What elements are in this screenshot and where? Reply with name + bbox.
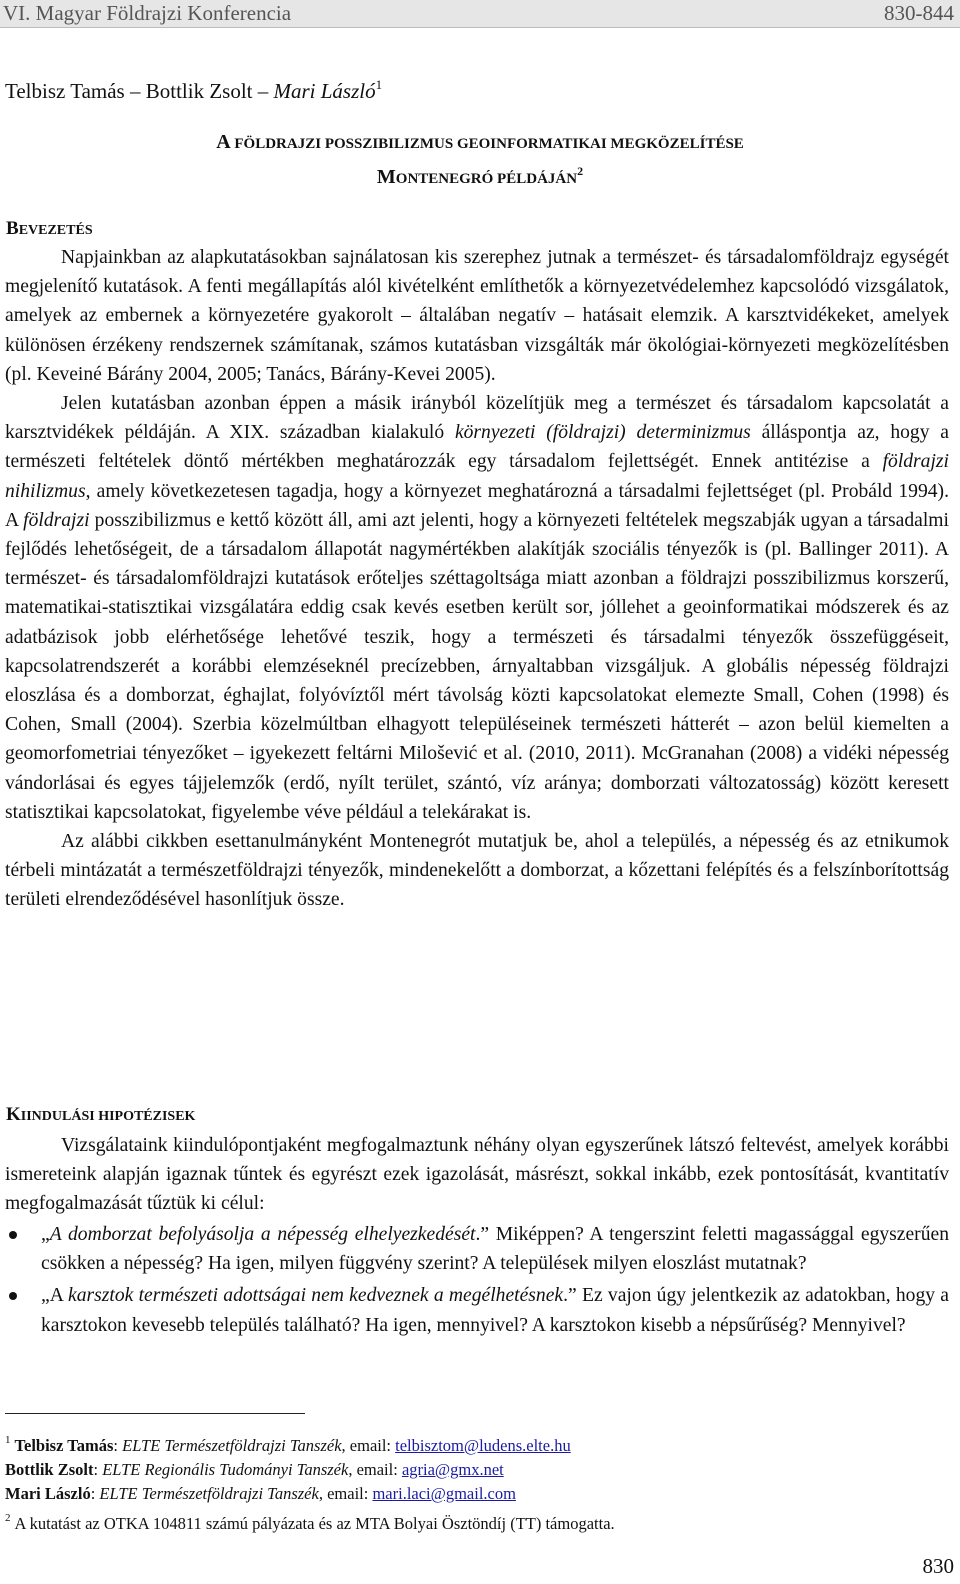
conference-name: VI. Magyar Földrajzi Konferencia xyxy=(3,1,292,25)
page-number: 830 xyxy=(922,1554,954,1578)
email-link[interactable]: telbisztom@ludens.elte.hu xyxy=(395,1436,571,1455)
page-range: 830-844 xyxy=(884,1,954,25)
paragraph: Az alábbi cikkben esettanulmányként Montenegrót mutatjuk be, ahol a település, a népesség és az etnikumok térbeli mintázatát a természetföldrajzi tényezők, mindenekelőtt a domborzat, a kőzettani felépítés és a felszínborítottság területi elrendeződésével hasonlítjuk össze. xyxy=(5,831,949,911)
running-header xyxy=(0,0,960,28)
footnote-1: $^1$ Telbisz Tamás: ELTE Természetföldrajzi Tanszék, email: telbisztom@ludens.elte.hu xyxy=(5,1434,571,1455)
footnote-ref: 1 xyxy=(375,77,383,92)
email-link[interactable]: mari.laci@gmail.com xyxy=(372,1484,516,1503)
author-separator: – xyxy=(252,79,274,103)
author-3: Mari László xyxy=(273,79,376,103)
footnote-ref: 2 xyxy=(577,164,584,178)
bullet-icon xyxy=(9,1292,17,1300)
list-item: „A domborzat befolyásolja a népesség elhelyezkedését.” Miképpen? A tengerszint feletti magassággal egyszerűen csökken a népesség? Ha igen, milyen függvény szerint? A települések milyen eloszlást mutatnak? xyxy=(5,1220,949,1278)
paper-title-line-1: A FÖLDRAJZI POSSZIBILIZMUS GEOINFORMATIKAI MEGKÖZELÍTÉSE xyxy=(216,131,744,153)
footnote-1-cont: Mari László: ELTE Természetföldrajzi Tanszék, email: mari.laci@gmail.com xyxy=(5,1484,516,1503)
author-2: Bottlik Zsolt xyxy=(145,79,253,103)
section-heading-intro: BEVEZETÉS xyxy=(6,218,93,239)
hypotheses-intro xyxy=(5,1131,949,1219)
footnote-divider xyxy=(5,1413,305,1414)
email-link[interactable]: agria@gmx.net xyxy=(401,1460,504,1479)
paragraph: Napjainkban az alapkutatásokban sajnálatosan kis szerephez jutnak a természet- és társadalomföldrajz egységét megjelenítő kutatások. A fenti megállapítás alól kivételként említhetők a környezetvédelemhez kapcsolódó vizsgálatok, amelyek az embernek a környezetére gyakorolt – általában negatív – hatásait elemzik. A karsztvidékeket, amelyek különösen érzékeny rendszernek számítanak, számos kutatásban vizsgálták már ökológiai-környezeti megközelítésben (pl. Keveiné Bárány 2004, 2005; Tanács, Bárány-Kevei 2005). xyxy=(5,247,949,385)
bullet-icon xyxy=(9,1231,17,1239)
paragraph: Jelen kutatásban azonban éppen a másik irányból közelítjük meg a természet és társadalom kapcsolatát a karsztvidékek példáján. A XIX. században kialakuló környezeti (földrajzi) determinizmus álláspontja az, hogy a természeti feltételek döntő mértékben meghatározzák egy társadalom fejlettségét. Ennek antitézise a földrajzi nihilizmus, amely következetesen tagadja, hogy a környezet meghatározná a társadalmi fejlettséget (pl. Probáld 1994). A földrajzi posszibilizmus e kettő között áll, ami azt jelenti, hogy a környezeti feltételek megszabják ugyan a társadalmi fejlődés lehetőségeit, de a társadalom állapotát nagymértékben alakítják szociális tényezők is (pl. Ballinger 2011). A természet- és társadalomföldrajzi kutatások erőteljes széttagoltsága miatt azonban a földrajzi posszibilizmus korszerű, matematikai-statisztikai vizsgálatára eddig csak kevés esetben került sor, jóllehet a geoinformatikai módszerek és az adatbázisok jobb elérhetősége lehetővé teszik, hogy a természeti és társadalmi tényezők összefüggéseit, kapcsolatrendszerét a korábbi elemzéseknél precízebben, árnyaltabban vizsgáljuk. A globális népesség földrajzi eloszlása és a domborzat, éghajlat, folyóvíztől mért távolság közti kapcsolatokat elemezte Small, Cohen (1998) és Cohen, Small (2004). Szerbia közelmúltban elhagyott településeinek természeti hátterét – azon belül kiemelten a geomorfometriai tényezőket – igyekezett feltárni Milošević et al. (2010, 2011). McGranahan (2008) a vidéki népesség vándorlásai és egyes tájjelemzők (erdő, nyílt terület, szántó, víz aránya; domborzati változatosság) között keresett statisztikai kapcsolatokat, figyelembe véve például a telekárakat is. xyxy=(5,393,950,823)
section-heading-hypotheses: KIINDULÁSI HIPOTÉZISEK xyxy=(6,1104,196,1125)
list-item: „A karsztok természeti adottságai nem kedveznek a megélhetésnek.” Ez vajon úgy jelentkezik az adatokban, hogy a karsztokon kevesebb település található? Ha igen, mennyivel? A karsztokon kisebb a népsűrűség? Mennyivel? xyxy=(5,1281,949,1339)
author-separator: – xyxy=(124,79,146,103)
paper-title-line-2: MONTENEGRÓ PÉLDÁJÁN$^2$ xyxy=(376,164,584,188)
paragraph: Vizsgálataink kiindulópontjaként megfogalmaztunk néhány olyan egyszerűnek látszó feltevést, amelyek korábbi ismereteink alapján igaznak tűntek és egyrészt ezek igazolását, másrészt, sokkal inkább, ezek pontosítását, kvantitatív megfogalmazását tűztük ki célul: xyxy=(5,1135,949,1215)
footnote-2: $^2$ A kutatást az OTKA 104811 számú pályázata és az MTA Bolyai Ösztöndíj (TT) támogatta. xyxy=(5,1512,615,1533)
hypotheses-list xyxy=(5,1220,949,1343)
author-1: Telbisz Tamás xyxy=(5,79,125,103)
intro-body xyxy=(5,243,949,915)
author-line xyxy=(5,72,382,104)
footnotes xyxy=(5,1428,949,1536)
footnote-1-cont: Bottlik Zsolt: ELTE Regionális Tudományi Tanszék, email: agria@gmx.net xyxy=(5,1460,504,1479)
